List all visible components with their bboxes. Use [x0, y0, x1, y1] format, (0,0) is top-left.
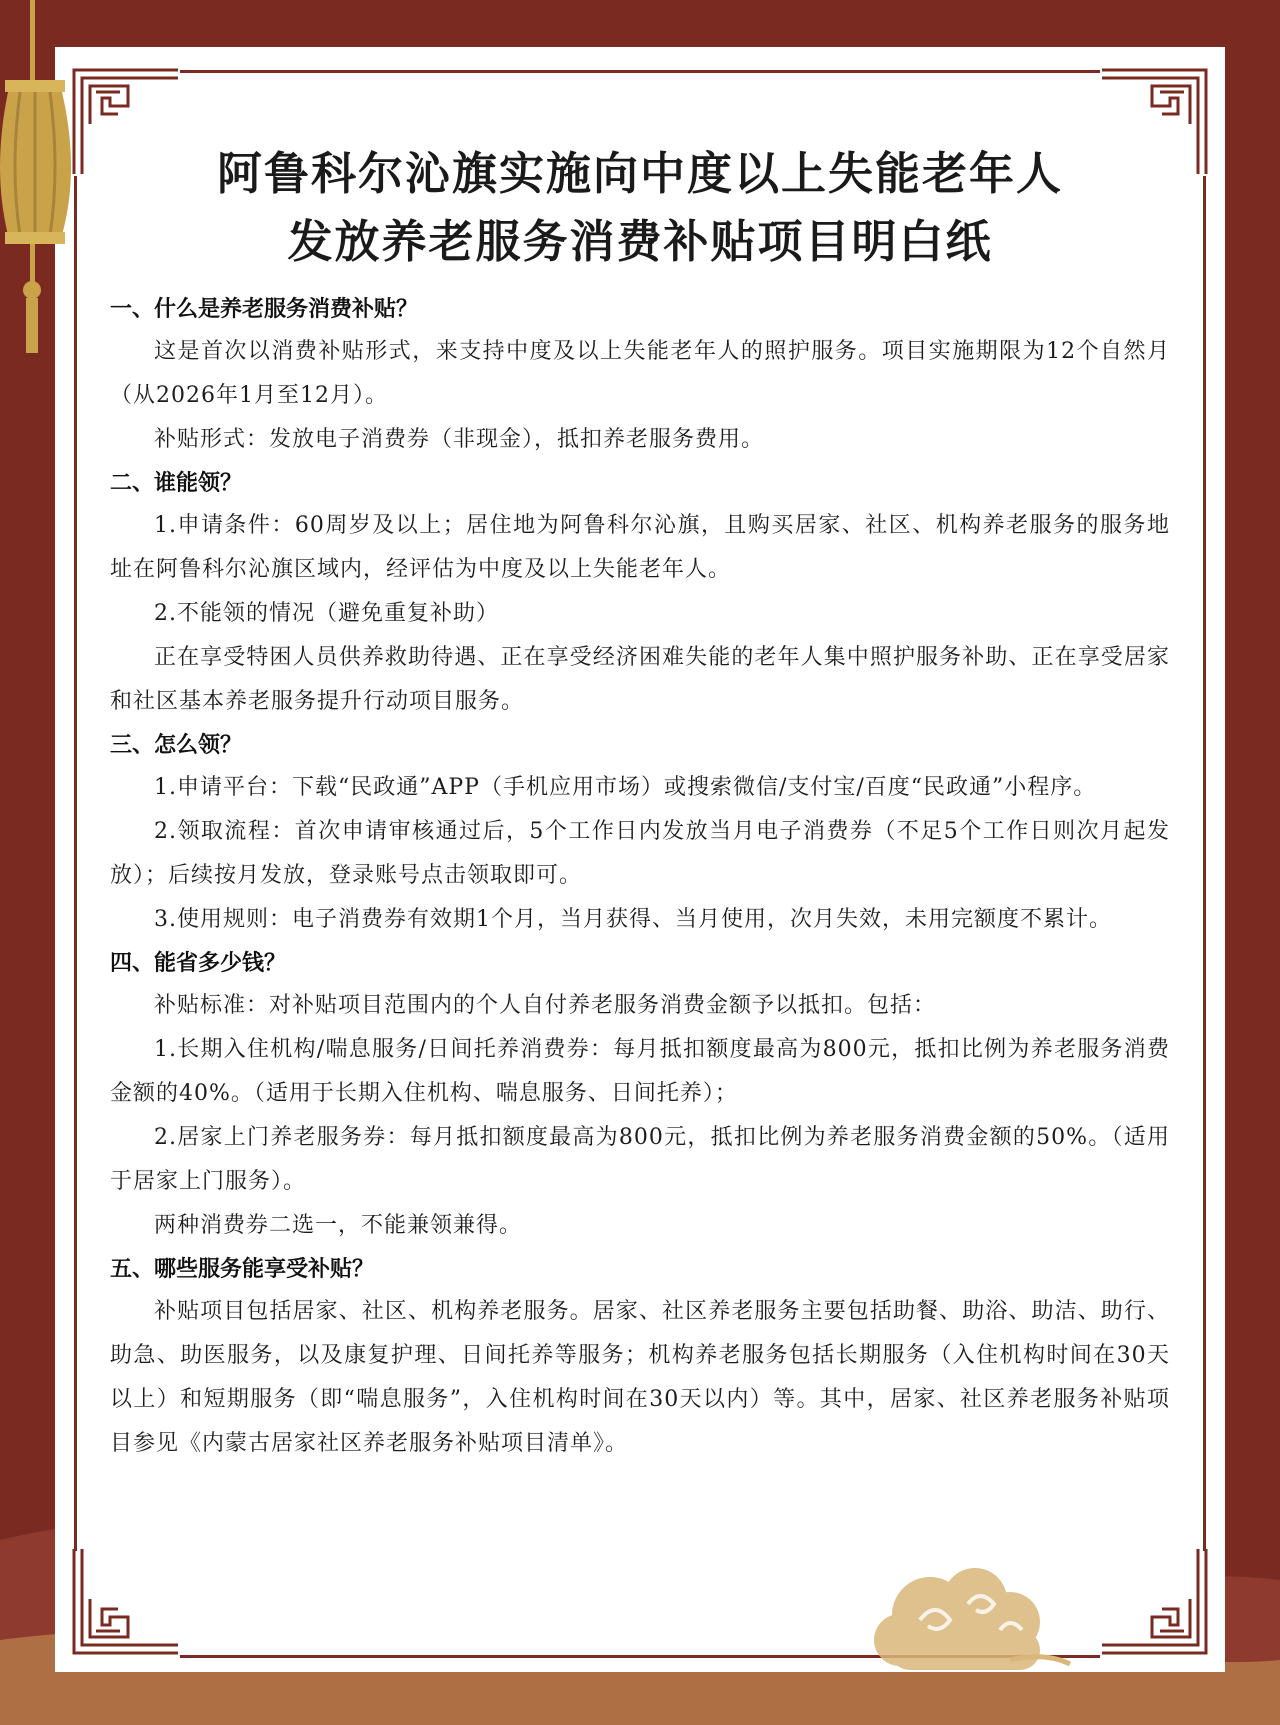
section-heading: 五、哪些服务能享受补贴？ — [110, 1257, 375, 1282]
paragraph: 1.申请条件：60周岁及以上；居住地为阿鲁科尔沁旗，且购买居家、社区、机构养老服务的服务地址在阿鲁科尔沁旗区域内，经评估为中度及以上失能老年人。 — [110, 513, 1170, 582]
paragraph: 1.申请平台：下载“民政通”APP（手机应用市场）或搜索微信/支付宝/百度“民政通”小程序。 — [154, 775, 1097, 800]
paragraph: 2.不能领的情况（避免重复补助） — [154, 601, 499, 626]
section-how-much-saved — [110, 948, 1170, 1248]
paragraph: 这是首次以消费补贴形式，来支持中度及以上失能老年人的照护服务。项目实施期限为12个自然月（从2026年1月至12月）。 — [110, 339, 1170, 408]
paragraph: 3.使用规则：电子消费券有效期1个月，当月获得、当月使用，次月失效，未用完额度不累计。 — [154, 907, 1112, 932]
section-how-to-apply — [110, 730, 1170, 942]
section-heading: 四、能省多少钱？ — [110, 951, 287, 976]
paragraph: 2.领取流程：首次申请审核通过后，5个工作日内发放当月电子消费券（不足5个工作日则次月起发放）；后续按月发放，登录账号点击领取即可。 — [110, 819, 1170, 888]
paragraph: 补贴形式：发放电子消费券（非现金），抵扣养老服务费用。 — [154, 427, 765, 452]
title-line-1: 阿鲁科尔沁旗实施向中度以上失能老年人 — [216, 147, 1063, 200]
paragraph: 2.居家上门养老服务券：每月抵扣额度最高为800元，抵扣比例为养老服务消费金额的50%。（适用于居家上门服务）。 — [110, 1125, 1170, 1194]
lantern-icon — [0, 0, 95, 360]
corner-ornament-bottom-left — [68, 1547, 180, 1659]
frame-left-line — [74, 176, 77, 1551]
section-who-eligible — [110, 468, 1170, 724]
section-what-is-subsidy — [110, 294, 1170, 462]
frame-right-line — [1203, 176, 1206, 1551]
section-heading: 一、什么是养老服务消费补贴？ — [110, 297, 419, 322]
paragraph: 1.长期入住机构/喘息服务/日间托养消费券：每月抵扣额度最高为800元，抵扣比例为养老服务消费金额的40%。（适用于长期入住机构、喘息服务、日间托养）； — [110, 1037, 1170, 1106]
document-content — [110, 140, 1170, 1466]
paragraph: 补贴标准：对补贴项目范围内的个人自付养老服务消费金额予以抵扣。包括： — [154, 993, 937, 1018]
paragraph: 正在享受特困人员供养救助待遇、正在享受经济困难失能的老年人集中照护服务补助、正在享受居家和社区基本养老服务提升行动项目服务。 — [110, 645, 1170, 714]
section-eligible-services — [110, 1254, 1170, 1466]
title-line-2: 发放养老服务消费补贴项目明白纸 — [287, 215, 993, 268]
paragraph: 两种消费券二选一，不能兼领兼得。 — [154, 1213, 523, 1238]
frame-top-line — [180, 70, 1100, 73]
document-title — [110, 140, 1170, 276]
paragraph: 补贴项目包括居家、社区、机构养老服务。居家、社区养老服务主要包括助餐、助浴、助洁、助行、助急、助医服务，以及康复护理、日间托养等服务；机构养老服务包括长期服务（入住机构时间在30天以上）和短期服务（即“喘息服务”，入住机构时间在30天以内）等。其中，居家、社区养老服务补贴项目参见《内蒙古居家社区养老服务补贴项目清单》。 — [110, 1299, 1170, 1456]
corner-ornament-bottom-right — [1100, 1547, 1212, 1659]
section-heading: 二、谁能领？ — [110, 471, 243, 496]
section-heading: 三、怎么领？ — [110, 733, 243, 758]
cloud-icon — [860, 1560, 1075, 1680]
